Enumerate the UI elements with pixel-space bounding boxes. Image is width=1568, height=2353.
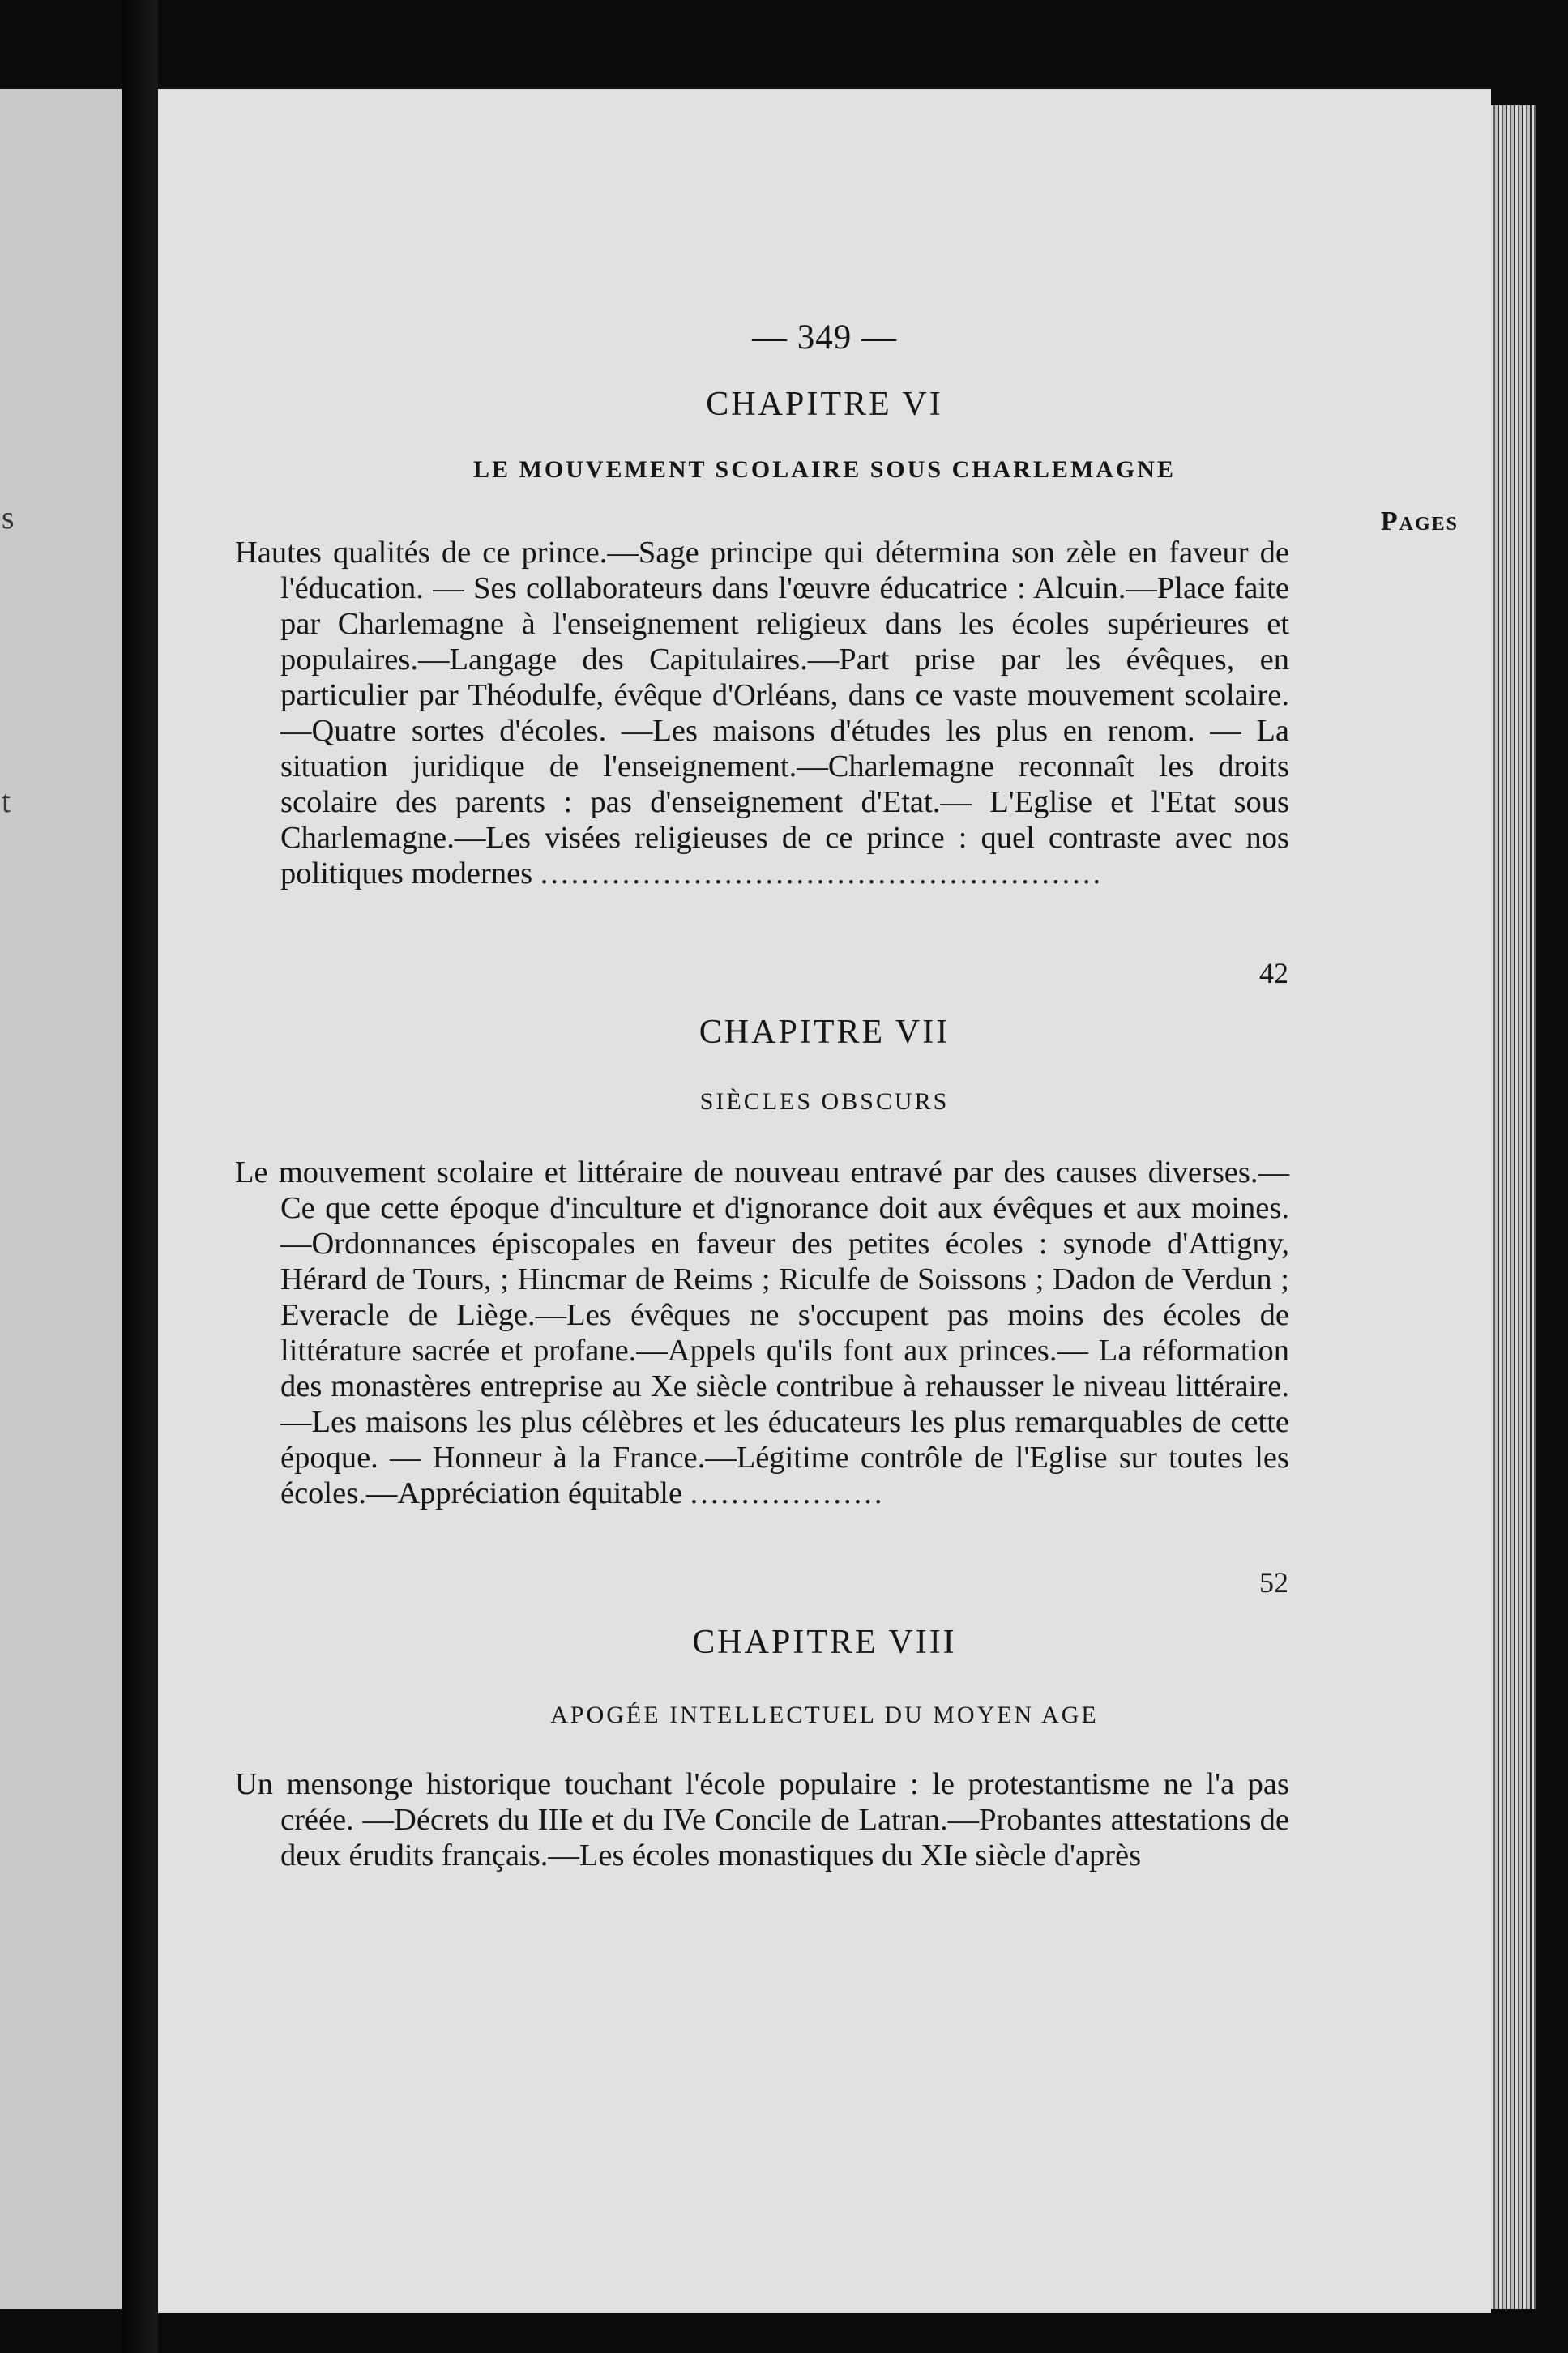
facing-page-glyph: s xyxy=(2,499,15,536)
chapter-title: CHAPITRE VIII xyxy=(692,1624,957,1661)
chapter-summary xyxy=(235,1155,1289,1511)
book-gutter xyxy=(122,0,158,2353)
summary-text: Le mouvement scolaire et littéraire de nouveau entravé par des causes diverses.—Ce que cette époque d'inculture et d'ignorance doit aux évêques et aux moines.—Ordonnances épiscopales en faveur des petites écoles : synode d'Attigny, Hérard de Tours, ; Hincmar de Reims ; Riculfe de Soissons ; Dadon de Verdun ; Everacle de Liège.—Les évêques ne s'occupent pas moins des écoles de littérature sacrée et profane.—Appels qu'ils font aux princes.— La réformation des monastères entreprise au Xe siècle contribue à rehausser le niveau littéraire. —Les maisons les plus célèbres et les éducateurs les plus remarquables de cette époque. — Honneur à la France.—Légitime contrôle de l'Eglise sur toutes les écoles.—Appréciation équitable xyxy=(235,1155,1289,1510)
chapter-subtitle: APOGÉE INTELLECTUEL DU MOYEN AGE xyxy=(550,1702,1099,1728)
chapter-summary xyxy=(235,1766,1289,1873)
pages-column-label: Pages xyxy=(1380,506,1459,536)
page-stack-edge xyxy=(1491,105,1536,2309)
chapter-title: CHAPITRE VI xyxy=(706,386,943,423)
chapter-page-ref: 52 xyxy=(1259,1566,1288,1599)
page-number: — 349 — xyxy=(752,318,897,357)
book-page xyxy=(158,89,1491,2313)
summary-text: Un mensonge historique touchant l'école populaire : le protestantisme ne l'a pas créée. —Décrets du IIIe et du IVe Concile de Latran.—Probantes attestations de deux érudits français.—Les écoles monastiques du XIe siècle d'après xyxy=(235,1767,1289,1873)
dot-leader: ................... xyxy=(690,1476,885,1510)
facing-page-edge xyxy=(0,89,122,2309)
chapter-page-ref: 42 xyxy=(1259,957,1288,989)
chapter-subtitle: SIÈCLES OBSCURS xyxy=(699,1088,950,1115)
chapter-title: CHAPITRE VII xyxy=(699,1014,951,1051)
dot-leader: ....................................................... xyxy=(540,856,1104,890)
facing-page-glyph: t xyxy=(2,783,11,819)
chapter-subtitle: LE MOUVEMENT SCOLAIRE SOUS CHARLEMAGNE xyxy=(473,456,1176,483)
summary-text: Hautes qualités de ce prince.—Sage principe qui détermina son zèle en faveur de l'éducation. — Ses collaborateurs dans l'œuvre éducatrice : Alcuin.—Place faite par Charlemagne à l'enseignement religieux dans les écoles supérieures et populaires.—Langage des Capitulaires.—Part prise par les évêques, en particulier par Théodulfe, évêque d'Orléans, dans ce vaste mouvement scolaire.—Quatre sortes d'écoles. —Les maisons d'études les plus en renom. — La situation juridique de l'enseignement.—Charlemagne reconnaît les droits scolaire des parents : pas d'enseignement d'Etat.— L'Eglise et l'Etat sous Charlemagne.—Les visées religieuses de ce prince : quel contraste avec nos politiques modernes xyxy=(235,536,1289,890)
chapter-summary xyxy=(235,535,1289,891)
